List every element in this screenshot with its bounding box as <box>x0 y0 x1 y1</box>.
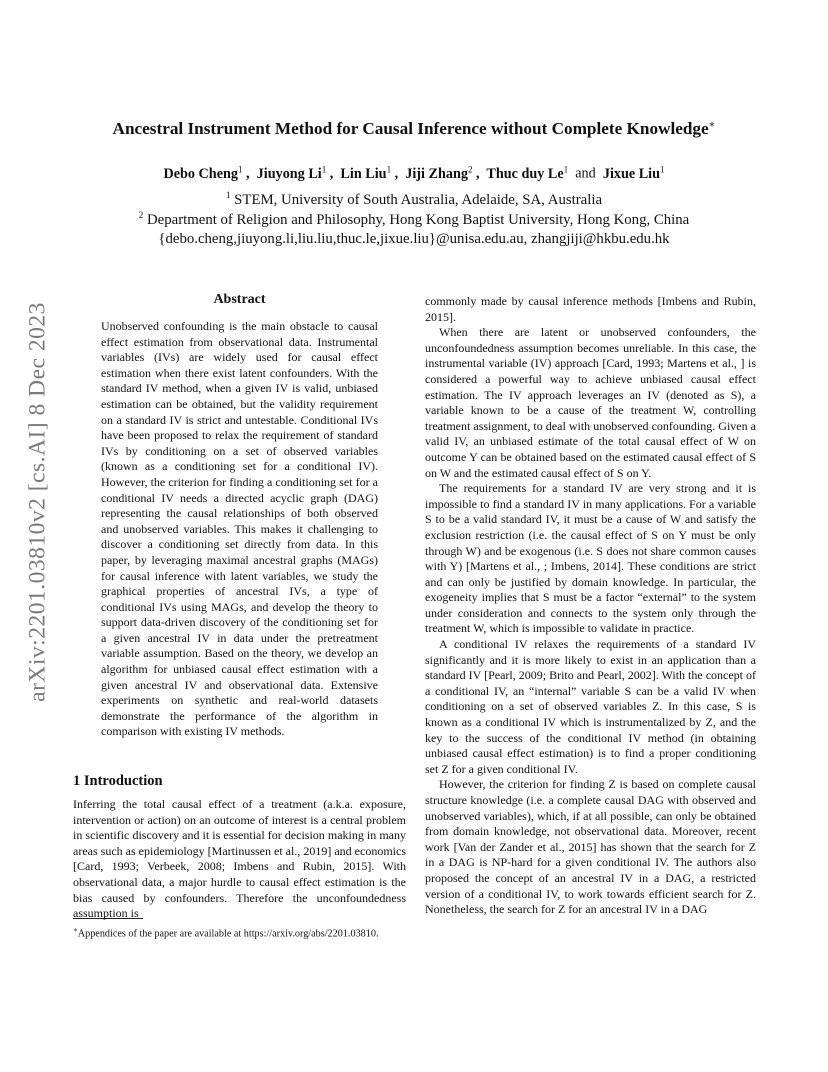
and-word: and <box>575 165 596 182</box>
footnote-rule <box>73 918 143 919</box>
body-paragraph: When there are latent or unobserved confounders, the unconfoundedness assumption becomes unreliable. In this case, the instrumental variable (IV) approach [Card, 1993; Martens et al., ] is considered a powerful way to achieve unbiased causal effect estimation. The IV approach leverages an IV (denoted as S), a variable known to be a cause of the treatment W, controlling treatment assignment, to deal with unobserved confounding. Given a valid IV, an unbiased estimate of the total causal effect of W on outcome Y can be obtained based on the estimated causal effect of S on W and the estimated causal effect of S on Y. <box>425 325 756 480</box>
intro-right-column <box>425 294 756 918</box>
body-paragraph: The requirements for a standard IV are very strong and it is impossible to find a standard IV in many applications. For a variable S to be a valid standard IV, it must be a cause of W and satisfy the exclusion restriction (i.e. the causal effect of S on Y must be only through W) and be exogenous (i.e. S does not share common causes with Y) [Martens et al., ; Imbens, 2014]. These conditions are strict and can only be justified by domain knowledge. In particular, the exogeneity implies that S must be a factor “external” to the system under consideration and connects to the system only through the treatment W, which is impossible to validate in practice. <box>425 481 756 636</box>
author: Jixue Liu$^1$ <box>602 164 665 182</box>
author: Thuc duy Le$^1$ <box>486 164 569 182</box>
body-paragraph: However, the criterion for finding Z is based on complete causal structure knowledge (i.e. a complete causal DAG with observed and unobserved variables), which, if at all possible, can only be obtained from domain knowledge, not observational data. Moreover, recent work [Van der Zander et al., 2015] has shown that the search for Z in a DAG is NP-hard for a given conditional IV. The authors also proposed the concept of an ancestral IV in a DAG, a restricted version of a conditional IV, to work towards efficient search for Z. Nonetheless, the search for Z for an ancestral IV in a DAG <box>425 777 756 917</box>
body-paragraph: commonly made by causal inference methods [Imbens and Rubin, 2015]. <box>425 294 756 324</box>
intro-paragraph: Inferring the total causal effect of a treatment (a.k.a. exposure, intervention or action) on an outcome of interest is a central problem in scientific discovery and it is essential for decision making in many areas such as epidemiology [Martinussen et al., 2019] and economics [Card, 1993; Verbeek, 2008; Imbens and Rubin, 2015]. With observational data, a major hurdle to causal effect estimation is the bias caused by confounders. Therefore the unconfoundedness assumption is <box>73 797 406 921</box>
affiliation-2: $^2$ Department of Religion and Philosophy, Hong Kong Baptist University, Hong Kong, China <box>138 210 690 228</box>
arxiv-identifier-stamp <box>18 292 58 712</box>
section-heading-introduction: 1 Introduction <box>73 773 163 789</box>
arxiv-id-text: arXiv:2201.03810v2 [cs.AI] 8 Dec 2023 <box>24 302 51 702</box>
title-footnote-mark: ∗ <box>708 119 716 131</box>
author-list: Debo Cheng$^1$ , Jiuyong Li$^1$ , Lin Liu$^1$ , Jiji Zhang$^2$ , Thuc duy Le$^1$ and Jixue Liu$^1$ <box>163 164 665 182</box>
abstract-body: Unobserved confounding is the main obstacle to causal effect estimation from observational data. Instrumental variables (IVs) are widely used for causal effect estimation when there exist latent confounders. With the standard IV method, when a given IV is valid, unbiased estimation can be obtained, but the validity requirement on a standard IV is strict and untestable. Conditional IVs have been proposed to relax the requirement of standard IVs by conditioning on a set of observed variables (known as a conditioning set for a conditional IV). However, the criterion for finding a conditioning set for a conditional IV needs a directed acyclic graph (DAG) representing the causal relationships of both observed and unobserved variables. This makes it challenging to discover a conditioning set directly from data. In this paper, by leveraging maximal ancestral graphs (MAGs) for causal inference with latent variables, we study the graphical properties of ancestral IVs, a type of conditional IVs using MAGs, and develop the theory to support data-driven discovery of the conditioning set for a given ancestral IV in data under the pretreatment variable assumption. Based on the theory, we develop an algorithm for unbiased causal effect estimation with a given ancestral IV and observational data. Extensive experiments on synthetic and real-world datasets demonstrate the performance of the algorithm in comparison with existing IV methods. <box>101 319 378 739</box>
author: Lin Liu$^1$ <box>340 164 392 182</box>
footnote: ∗Appendices of the paper are available at https://arxiv.org/abs/2201.03810. <box>73 926 379 940</box>
author-emails: {debo.cheng,jiuyong.li,liu.liu,thuc.le,jixue.liu}@unisa.edu.au, zhangjiji@hkbu.edu.hk <box>158 231 670 247</box>
author: Jiji Zhang$^2$ <box>405 164 473 182</box>
abstract-heading: Abstract <box>213 292 266 307</box>
body-paragraph: A conditional IV relaxes the requirements of a standard IV significantly and it is more likely to exist in an application than a standard IV [Pearl, 2009; Brito and Pearl, 2002]. With the concept of a conditional IV, an “internal” variable S can be a valid IV when conditioning on a set of observed variables Z. In this case, S is known as a conditional IV which is instrumentalized by Z, and the key to the success of the conditional IV method (in obtaining unbiased causal effect estimation) is to find a proper conditioning set Z for a given conditional IV. <box>425 637 756 776</box>
title-text: Ancestral Instrument Method for Causal Inference without Complete Knowledge <box>112 119 709 138</box>
author: Debo Cheng$^1$ <box>163 164 243 182</box>
author: Jiuyong Li$^1$ <box>256 164 327 182</box>
paper-title <box>0 119 828 139</box>
affiliation-1: $^1$ STEM, University of South Australia, Adelaide, SA, Australia <box>225 190 603 208</box>
intro-left-column <box>73 797 406 922</box>
